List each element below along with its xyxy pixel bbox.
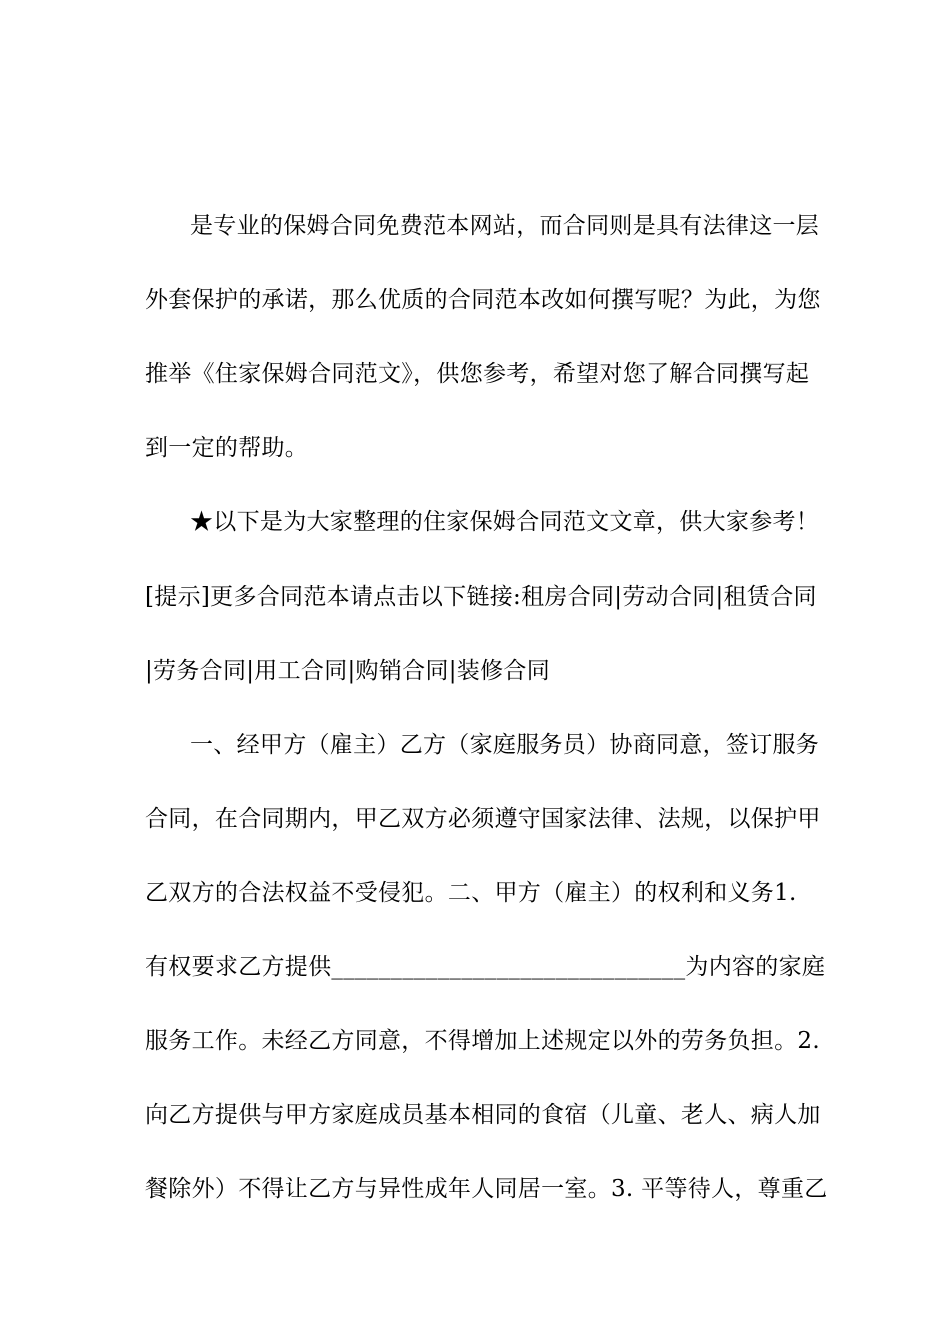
- paragraph-line-1: 是专业的保姆合同免费范本网站，而合同则是具有法律这一层: [190, 213, 820, 239]
- paragraph-line-2: 外套保护的承诺，那么优质的合同范本改如何撰写呢？为此，为您: [145, 287, 821, 313]
- paragraph-line-3: 推举《住家保姆合同范文》，供您参考，希望对您了解合同撰写起: [145, 361, 810, 387]
- contract-line-3: 乙双方的合法权益不受侵犯。二、甲方（雇主）的权利和义务1.: [145, 880, 797, 906]
- contract-line-4: 有权要求乙方提供______________________________为内容的家庭: [145, 954, 826, 980]
- contract-line-1: 一、经甲方（雇主）乙方（家庭服务员）协商同意，签订服务: [190, 732, 820, 758]
- contract-line-6: 向乙方提供与甲方家庭成员基本相同的食宿（儿童、老人、病人加: [145, 1102, 821, 1128]
- paragraph-line-4: 到一定的帮助。: [145, 435, 309, 461]
- links-line-2[interactable]: |劳务合同|用工合同|购销合同|装修合同: [145, 658, 550, 684]
- contract-line-2: 合同，在合同期内，甲乙双方必须遵守国家法律、法规，以保护甲: [145, 806, 821, 832]
- notice-line: ★以下是为大家整理的住家保姆合同范文文章，供大家参考！: [190, 509, 820, 535]
- contract-line-7: 餐除外）不得让乙方与异性成年人同居一室。3. 平等待人，尊重乙: [145, 1176, 828, 1202]
- contract-line-5: 服务工作。未经乙方同意，不得增加上述规定以外的劳务负担。2.: [145, 1028, 820, 1054]
- links-line-1[interactable]: [提示]更多合同范本请点击以下链接:租房合同|劳动合同|租赁合同: [145, 584, 817, 610]
